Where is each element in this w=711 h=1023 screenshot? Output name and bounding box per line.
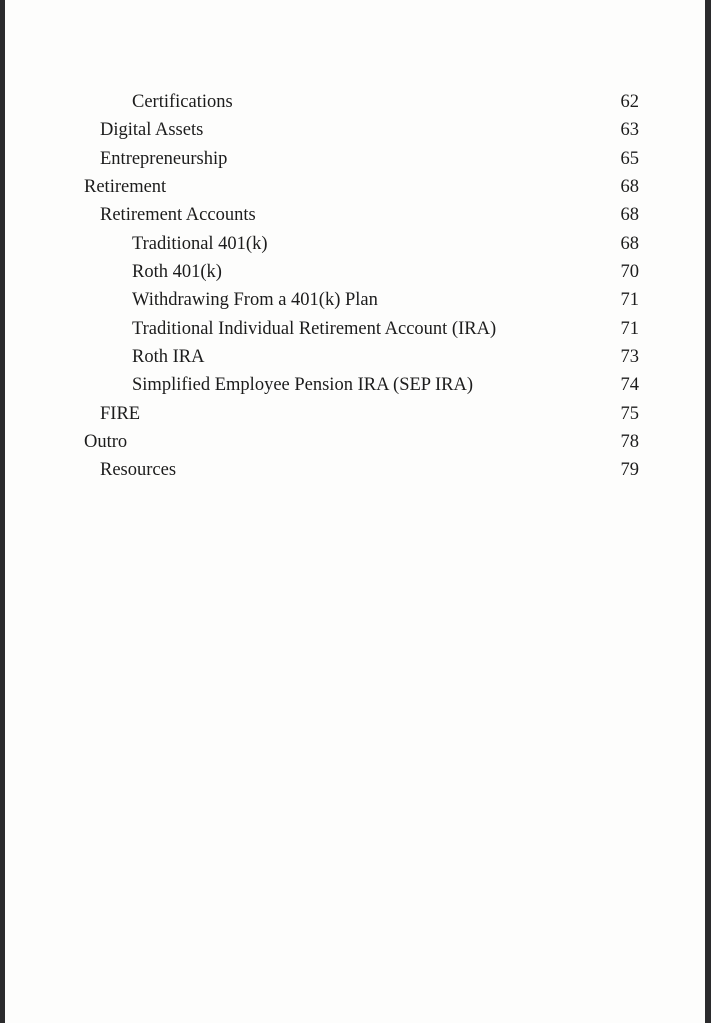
toc-entry[interactable] [5,428,705,456]
toc-entry[interactable] [5,371,705,399]
toc-entry[interactable] [5,400,705,428]
toc-entry[interactable] [5,286,705,314]
toc-entry[interactable] [5,88,705,116]
toc-entry-title: Digital Assets [100,120,204,141]
toc-entry-page-number: 71 [620,290,639,311]
toc-entry[interactable] [5,230,705,258]
toc-entry-title: Traditional Individual Retirement Account (IRA) [132,318,497,339]
toc-entry-title: Entrepreneurship [100,148,228,169]
toc-entry-title: Resources [100,460,177,481]
toc-entry-title: Withdrawing From a 401(k) Plan [132,290,378,311]
toc-entry-page-number: 63 [620,120,639,141]
toc-entry-page-number: 73 [620,347,639,368]
toc-entry-page-number: 71 [620,318,639,339]
document-page [5,0,705,1023]
toc-entry-title: Outro [84,432,128,453]
toc-entry-page-number: 62 [620,92,639,112]
toc-entry-page-number: 65 [620,148,639,169]
toc-entry[interactable] [5,201,705,229]
toc-entry[interactable] [5,173,705,201]
toc-entry[interactable] [5,116,705,144]
toc-entry-title: Certifications [132,92,233,112]
toc-entry[interactable] [5,456,705,484]
toc-entry-page-number: 75 [620,403,639,424]
toc-entry-page-number: 78 [620,432,639,453]
toc-entry-page-number: 79 [620,460,639,481]
toc-entry[interactable] [5,343,705,371]
toc-entry-page-number: 74 [620,375,639,396]
toc-entry-page-number: 70 [620,262,639,283]
toc-entry-title: Traditional 401(k) [132,233,268,254]
toc-entry-page-number: 68 [620,177,639,198]
toc-entry-page-number: 68 [620,205,639,226]
toc-entry-title: Retirement Accounts [100,205,256,226]
toc-entry-title: Retirement [84,177,167,198]
table-of-contents [5,88,705,485]
toc-entry-page-number: 68 [620,233,639,254]
toc-entry[interactable] [5,258,705,286]
toc-entry-title: FIRE [100,403,141,424]
toc-entry[interactable] [5,145,705,173]
toc-entry-title: Simplified Employee Pension IRA (SEP IRA) [132,375,474,396]
toc-entry-title: Roth 401(k) [132,262,222,283]
toc-entry[interactable] [5,315,705,343]
toc-entry-title: Roth IRA [132,347,205,368]
